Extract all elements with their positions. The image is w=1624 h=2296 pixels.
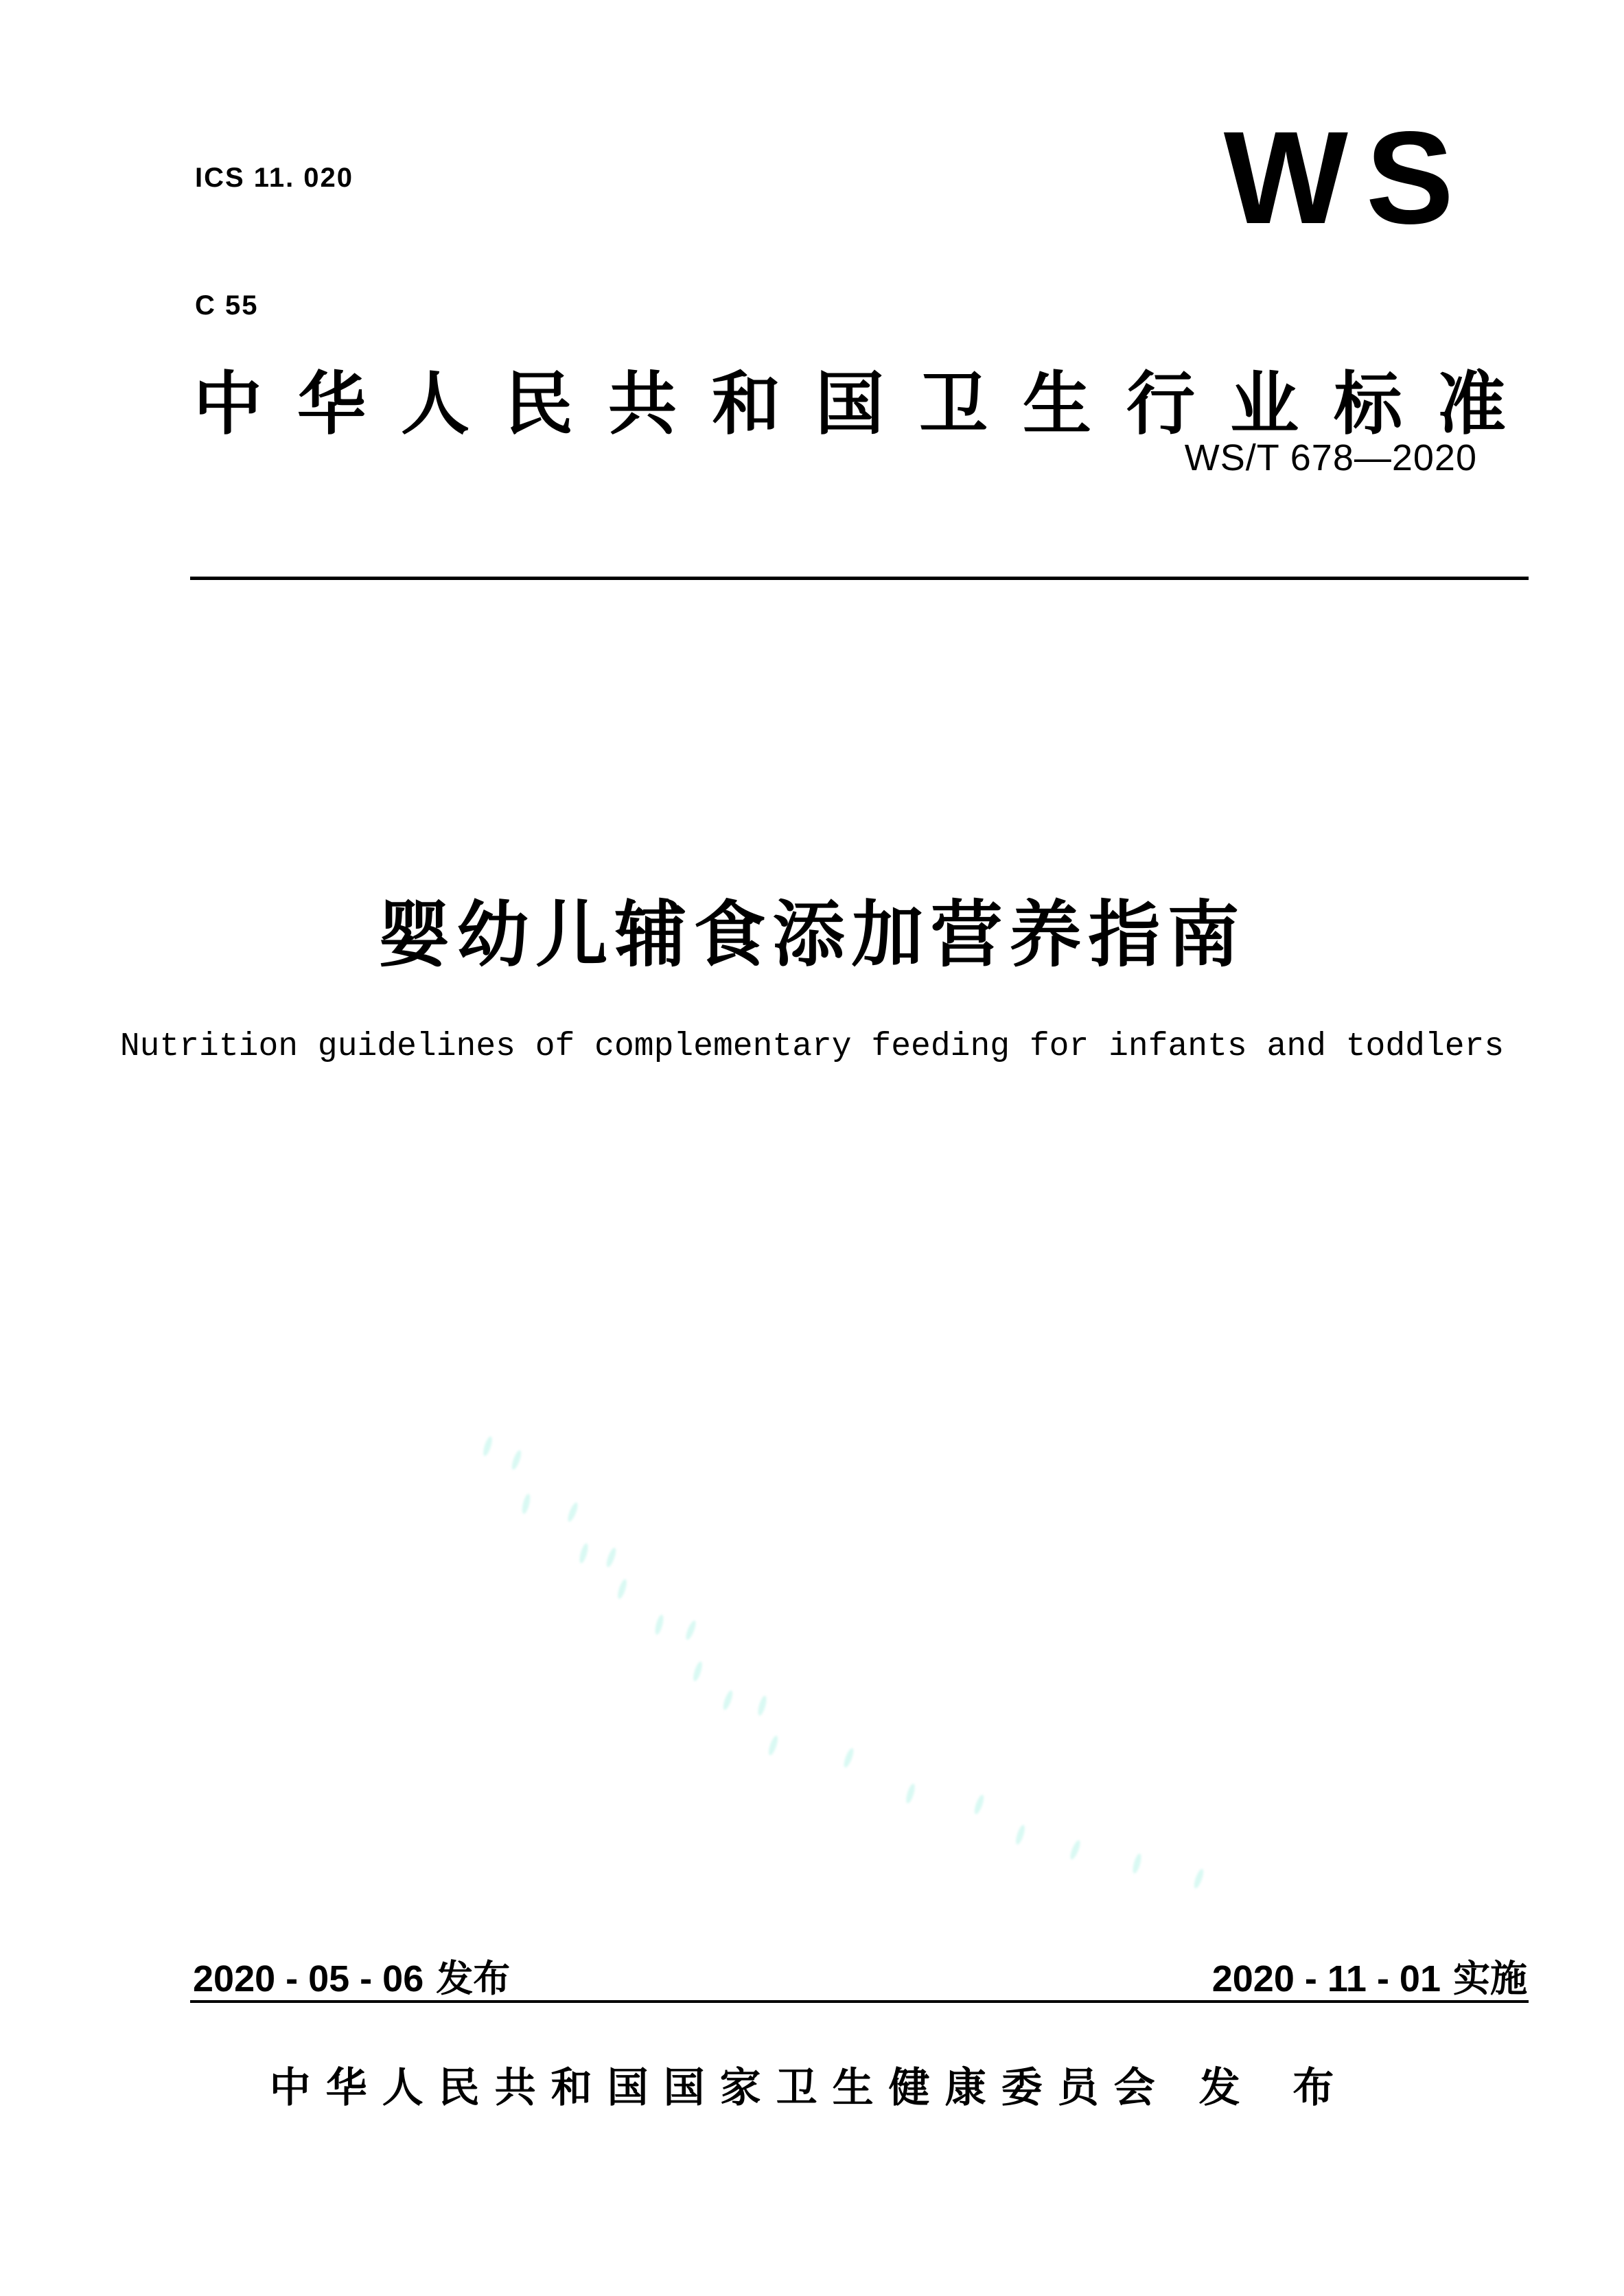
watermark-speck — [1069, 1839, 1082, 1860]
watermark-speck — [692, 1660, 704, 1682]
ics-code: ICS 11. 020 — [195, 163, 354, 193]
header-divider — [190, 577, 1529, 580]
watermark-speck — [566, 1501, 580, 1522]
standard-number: WS/T 678—2020 — [1184, 437, 1477, 478]
watermark-speck — [1131, 1853, 1143, 1874]
document-title-zh: 婴幼儿辅食添加营养指南 — [378, 895, 1246, 975]
watermark-speck — [521, 1493, 532, 1514]
watermark-speck — [1192, 1868, 1205, 1889]
publisher-row — [0, 2055, 1624, 2114]
watermark-speck — [684, 1619, 698, 1640]
publisher-name: 中华人民共和国国家卫生健康委员会 — [269, 2065, 1170, 2111]
implement-date: 2020 - 11 - 01 — [1211, 1958, 1441, 1999]
watermark-speck — [756, 1695, 768, 1716]
watermark-speck — [721, 1689, 734, 1711]
classification-block — [195, 71, 353, 412]
watermark-speck — [767, 1735, 779, 1756]
watermark-speck — [653, 1614, 664, 1635]
issue-date: 2020 - 05 - 06 — [193, 1958, 424, 1999]
watermark-speck — [605, 1546, 618, 1568]
implement-date-group — [1212, 1949, 1527, 2002]
publisher-issued-label: 发 布 — [1198, 2065, 1355, 2111]
implement-date-label: 实施 — [1453, 1958, 1527, 1999]
footer-divider — [190, 2000, 1529, 2003]
watermark-speck — [616, 1578, 629, 1599]
category-code: C 55 — [195, 290, 259, 321]
watermark-speck — [578, 1542, 590, 1564]
ws-logo: WS — [1223, 104, 1472, 251]
dates-row — [193, 1949, 1527, 2002]
issue-date-group — [193, 1949, 510, 2002]
watermark-speck — [905, 1783, 916, 1804]
watermark-speck — [973, 1794, 986, 1815]
watermark-speck — [842, 1747, 855, 1768]
watermark-speck — [482, 1435, 494, 1457]
issue-date-label: 发布 — [436, 1958, 511, 1999]
standard-series-title: 中华人民共和国卫生行业标准 — [194, 366, 1541, 443]
document-title-en: Nutrition guidelines of complementary feeding for infants and toddlers — [119, 1028, 1505, 1065]
watermark-speck — [1014, 1824, 1027, 1845]
watermark-speck — [510, 1449, 523, 1470]
